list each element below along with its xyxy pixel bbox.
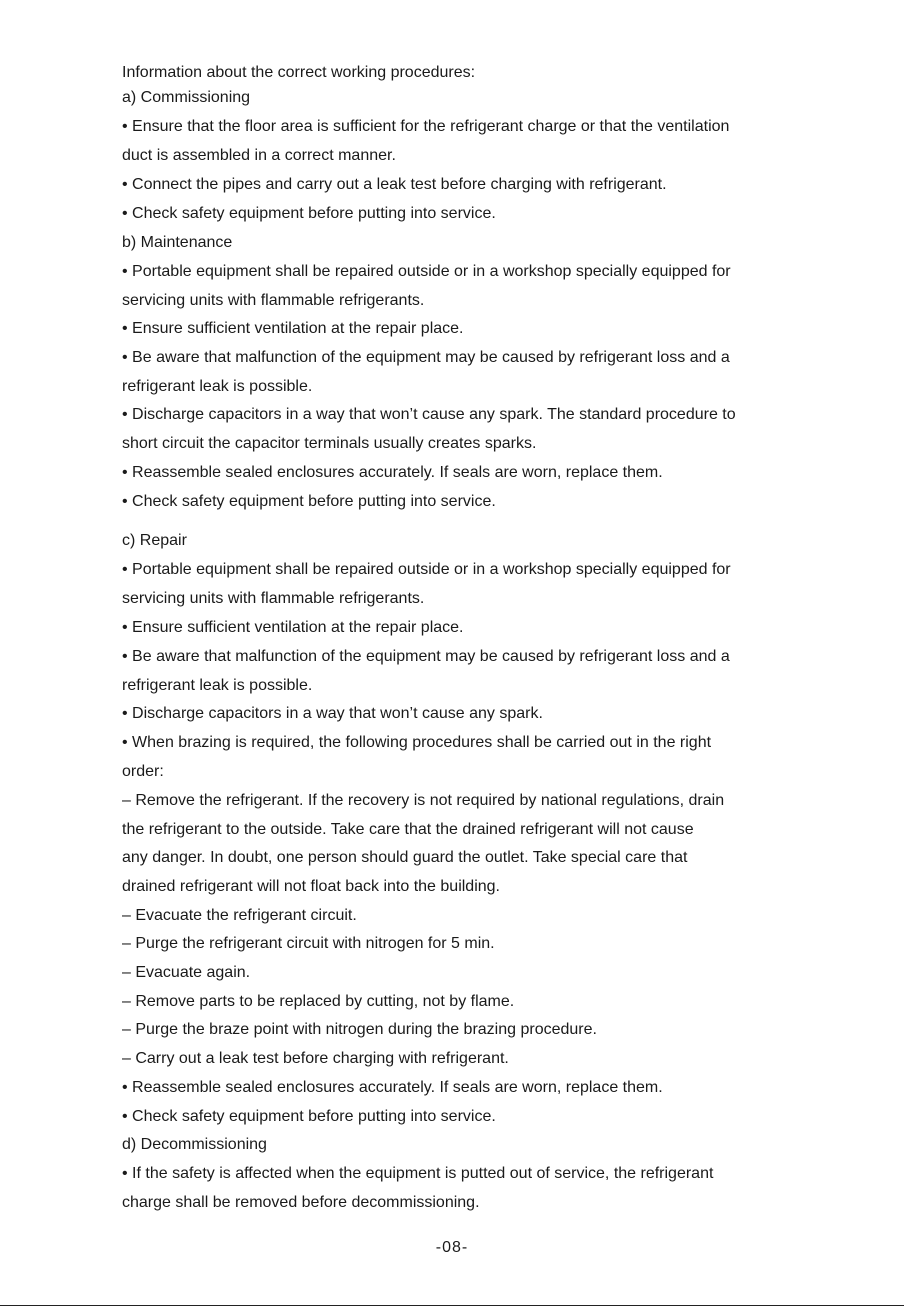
text-line: • Ensure that the floor area is sufficient for the refrigerant charge or that the ventilation xyxy=(122,118,730,135)
page-number: -08- xyxy=(435,1239,469,1256)
text-line: • Connect the pipes and carry out a leak test before charging with refrigerant. xyxy=(122,176,667,193)
text-line: refrigerant leak is possible. xyxy=(122,677,313,694)
section-b-heading: b) Maintenance xyxy=(122,234,233,251)
text-line: – Evacuate again. xyxy=(122,964,251,981)
bottom-divider xyxy=(0,1305,904,1306)
text-line: refrigerant leak is possible. xyxy=(122,378,313,395)
text-line: • Reassemble sealed enclosures accurately. If seals are worn, replace them. xyxy=(122,1079,663,1096)
text-line: • Discharge capacitors in a way that won’t cause any spark. xyxy=(122,705,543,722)
text-line: • Be aware that malfunction of the equipment may be caused by refrigerant loss and a xyxy=(122,349,730,366)
text-line: • If the safety is affected when the equipment is putted out of service, the refrigerant xyxy=(122,1165,714,1182)
text-line: • Ensure sufficient ventilation at the repair place. xyxy=(122,619,464,636)
text-line: order: xyxy=(122,763,164,780)
text-line: – Carry out a leak test before charging with refrigerant. xyxy=(122,1050,509,1067)
text-line: • Reassemble sealed enclosures accurately. If seals are worn, replace them. xyxy=(122,464,663,481)
text-line: • Portable equipment shall be repaired outside or in a workshop specially equipped for xyxy=(122,263,731,280)
text-line: servicing units with flammable refrigerants. xyxy=(122,590,425,607)
text-line: the refrigerant to the outside. Take care that the drained refrigerant will not cause xyxy=(122,821,694,838)
text-line: • Ensure sufficient ventilation at the repair place. xyxy=(122,320,464,337)
text-line: • Be aware that malfunction of the equipment may be caused by refrigerant loss and a xyxy=(122,648,730,665)
section-a-heading: a) Commissioning xyxy=(122,89,251,106)
text-line: • Check safety equipment before putting into service. xyxy=(122,1108,496,1125)
text-line: – Remove the refrigerant. If the recovery is not required by national regulations, drain xyxy=(122,792,725,809)
text-line: • When brazing is required, the following procedures shall be carried out in the right xyxy=(122,734,712,751)
text-line: duct is assembled in a correct manner. xyxy=(122,147,396,164)
text-line: • Discharge capacitors in a way that won’t cause any spark. The standard procedure to xyxy=(122,406,736,423)
text-line: • Portable equipment shall be repaired outside or in a workshop specially equipped for xyxy=(122,561,731,578)
section-d-heading: d) Decommissioning xyxy=(122,1136,267,1153)
intro-heading: Information about the correct working procedures: xyxy=(122,64,476,81)
text-line: charge shall be removed before decommissioning. xyxy=(122,1194,480,1211)
text-line: short circuit the capacitor terminals usually creates sparks. xyxy=(122,435,537,452)
text-line: – Evacuate the refrigerant circuit. xyxy=(122,907,357,924)
text-line: • Check safety equipment before putting into service. xyxy=(122,205,496,222)
text-line: drained refrigerant will not float back into the building. xyxy=(122,878,500,895)
text-line: any danger. In doubt, one person should guard the outlet. Take special care that xyxy=(122,849,688,866)
text-line: – Purge the braze point with nitrogen during the brazing procedure. xyxy=(122,1021,597,1038)
text-line: – Purge the refrigerant circuit with nitrogen for 5 min. xyxy=(122,935,495,952)
text-line: • Check safety equipment before putting into service. xyxy=(122,493,496,510)
text-line: servicing units with flammable refrigerants. xyxy=(122,292,425,309)
text-line: – Remove parts to be replaced by cutting, not by flame. xyxy=(122,993,515,1010)
section-c-heading: c) Repair xyxy=(122,532,187,549)
